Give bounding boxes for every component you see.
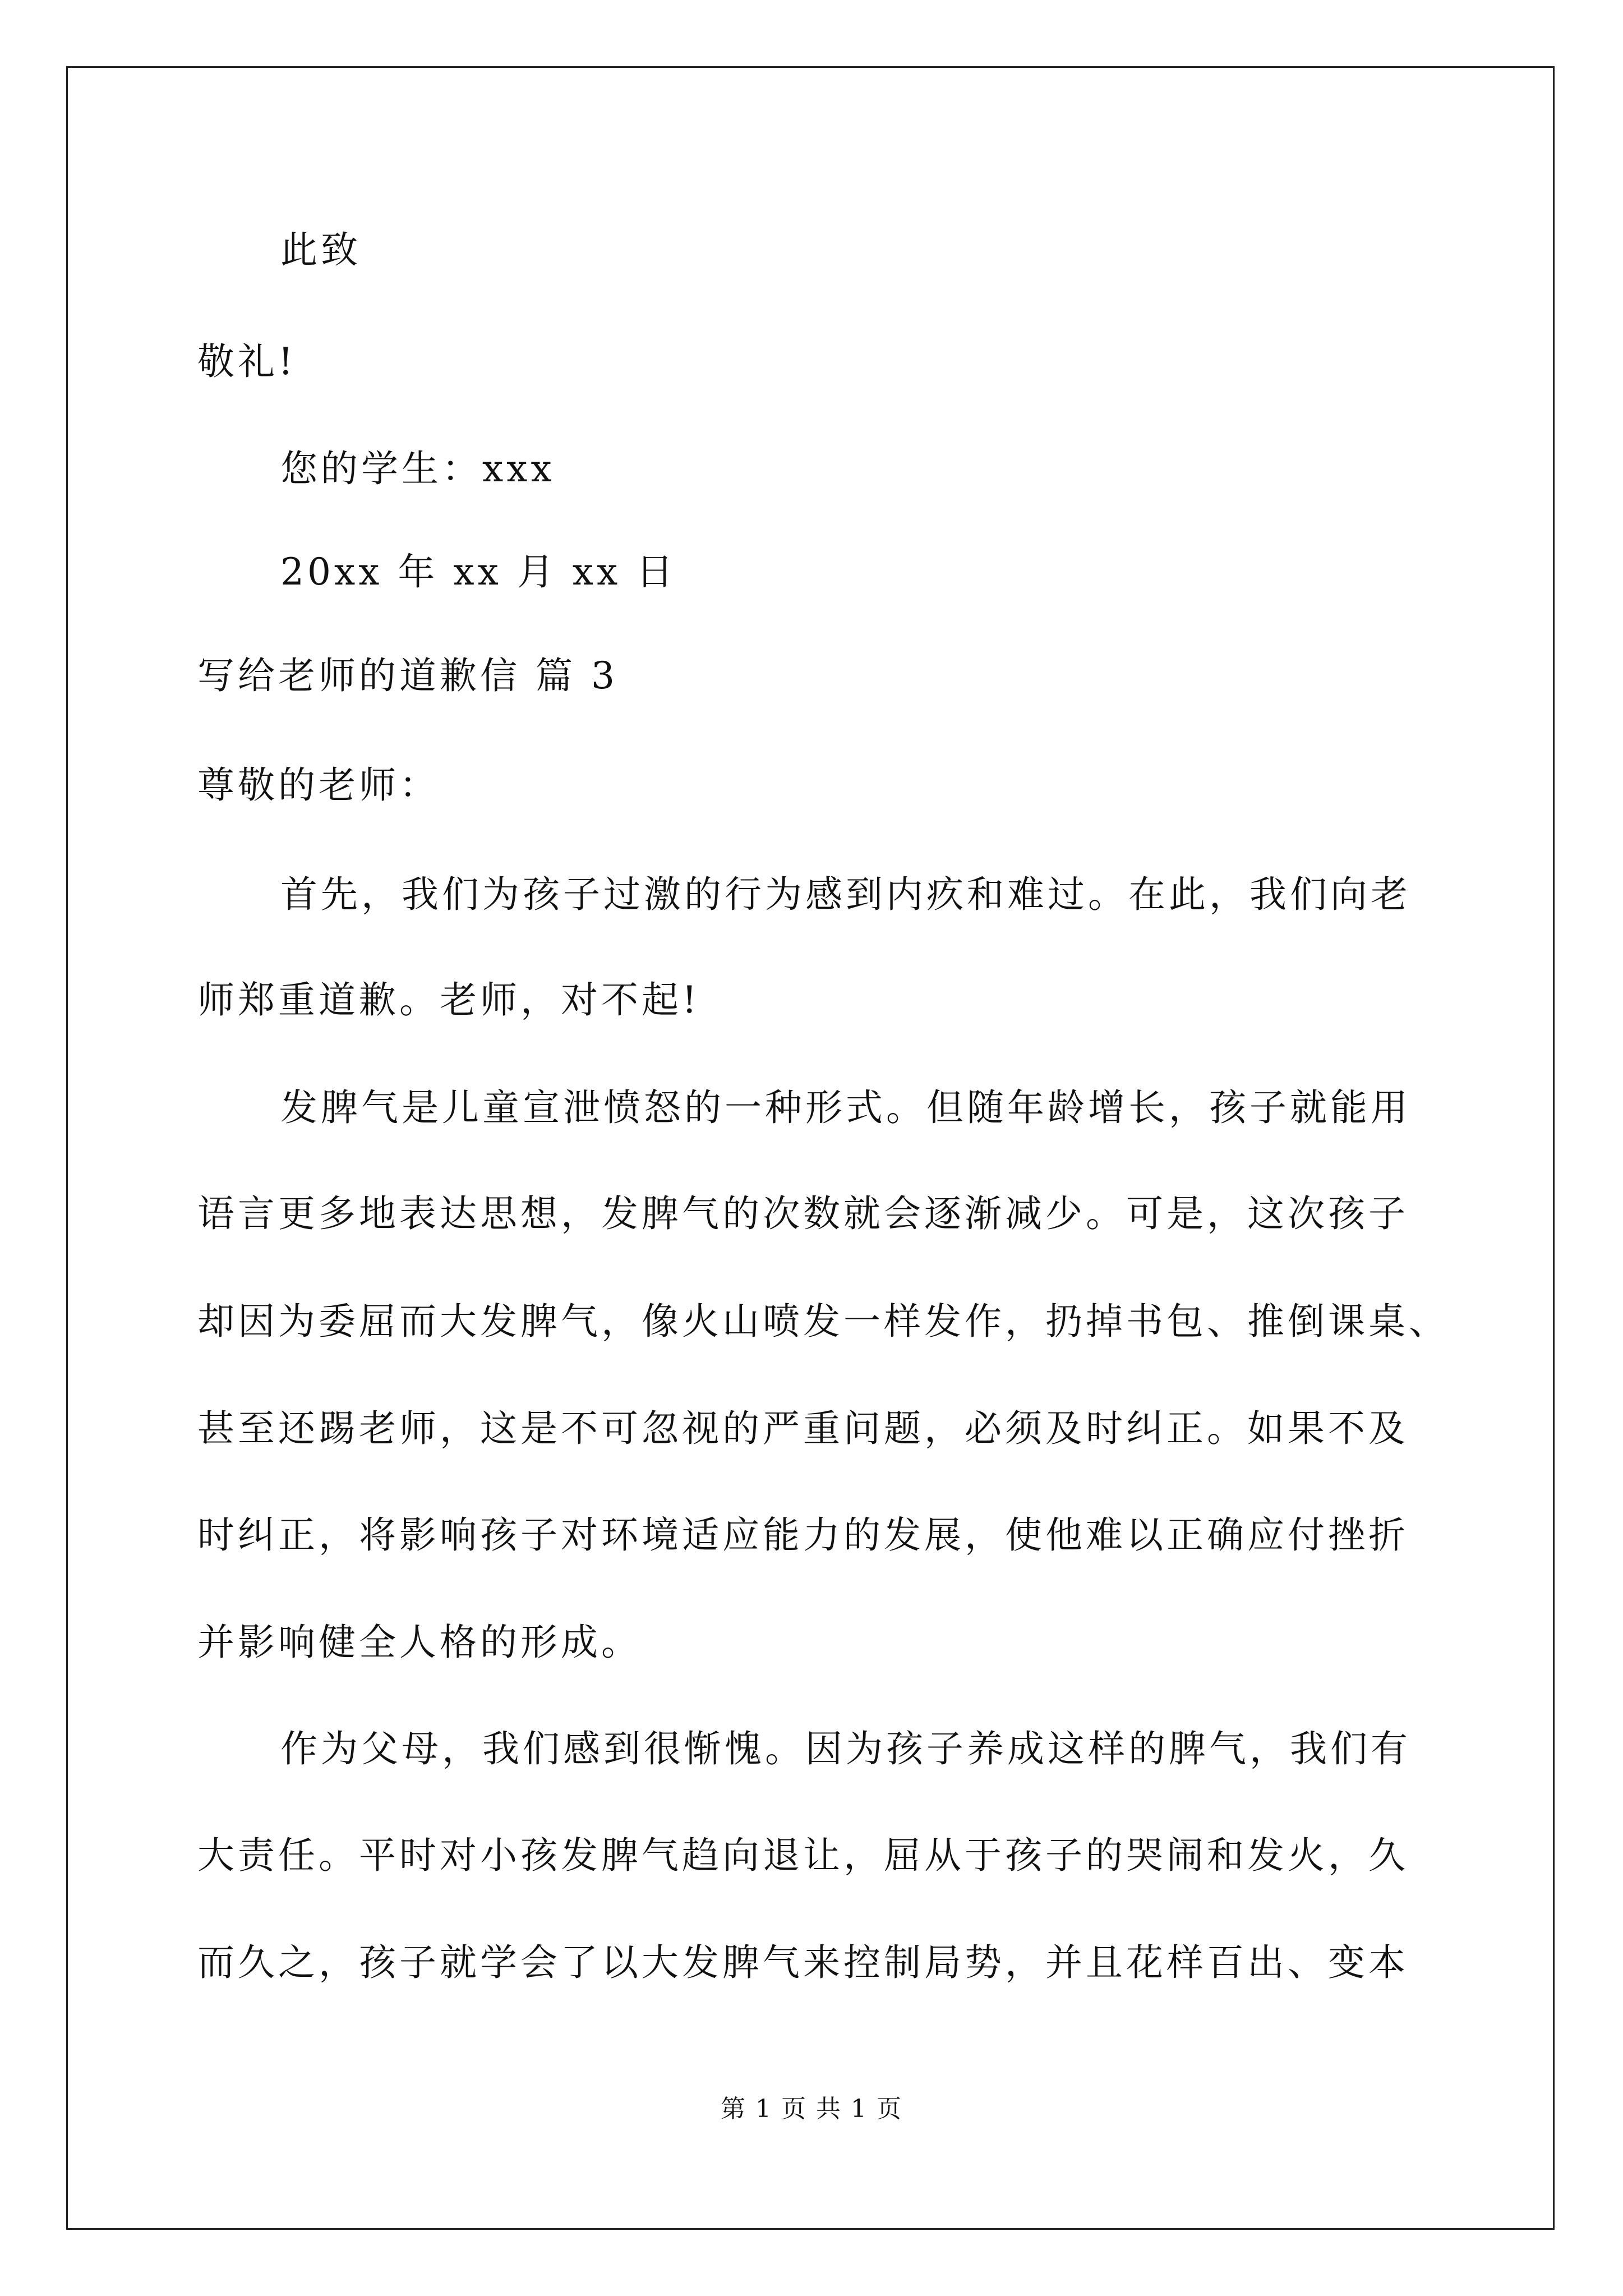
paragraph-line: 发脾气是儿童宣泄愤怒的一种形式。但随年龄增长，孩子就能用 bbox=[280, 1086, 1411, 1129]
paragraph-line: 并影响健全人格的形成。 bbox=[197, 1621, 642, 1664]
paragraph-line: 语言更多地表达思想，发脾气的次数就会逐渐减少。可是，这次孩子 bbox=[197, 1192, 1409, 1235]
page-number-footer: 第 1 页 共 1 页 bbox=[721, 2095, 902, 2123]
paragraph-line: 时纠正，将影响孩子对环境适应能力的发展，使他难以正确应付挫折 bbox=[197, 1513, 1409, 1557]
greeting: 尊敬的老师： bbox=[197, 763, 440, 807]
signature: 您的学生：xxx bbox=[280, 447, 555, 490]
closing-salutation: 此致 bbox=[280, 228, 361, 272]
paragraph-line: 大责任。平时对小孩发脾气趋向退让，屈从于孩子的哭闹和发火，久 bbox=[197, 1834, 1409, 1877]
paragraph-line: 师郑重道歉。老师，对不起! bbox=[197, 978, 700, 1022]
section-title: 写给老师的道歉信 篇 3 bbox=[197, 654, 618, 697]
closing-regards: 敬礼! bbox=[197, 340, 297, 383]
date-line: 20xx 年 xx 月 xx 日 bbox=[280, 550, 677, 593]
paragraph-line: 而久之，孩子就学会了以大发脾气来控制局势，并且花样百出、变本 bbox=[197, 1941, 1409, 1984]
page-frame bbox=[66, 66, 1555, 2230]
paragraph-line: 作为父母，我们感到很惭愧。因为孩子养成这样的脾气，我们有 bbox=[280, 1727, 1411, 1770]
paragraph-line: 甚至还踢老师，这是不可忽视的严重问题，必须及时纠正。如果不及 bbox=[197, 1407, 1409, 1450]
paragraph-line: 首先，我们为孩子过激的行为感到内疚和难过。在此，我们向老 bbox=[280, 873, 1411, 916]
paragraph-line: 却因为委屈而大发脾气，像火山喷发一样发作，扔掉书包、推倒课桌、 bbox=[197, 1300, 1449, 1343]
